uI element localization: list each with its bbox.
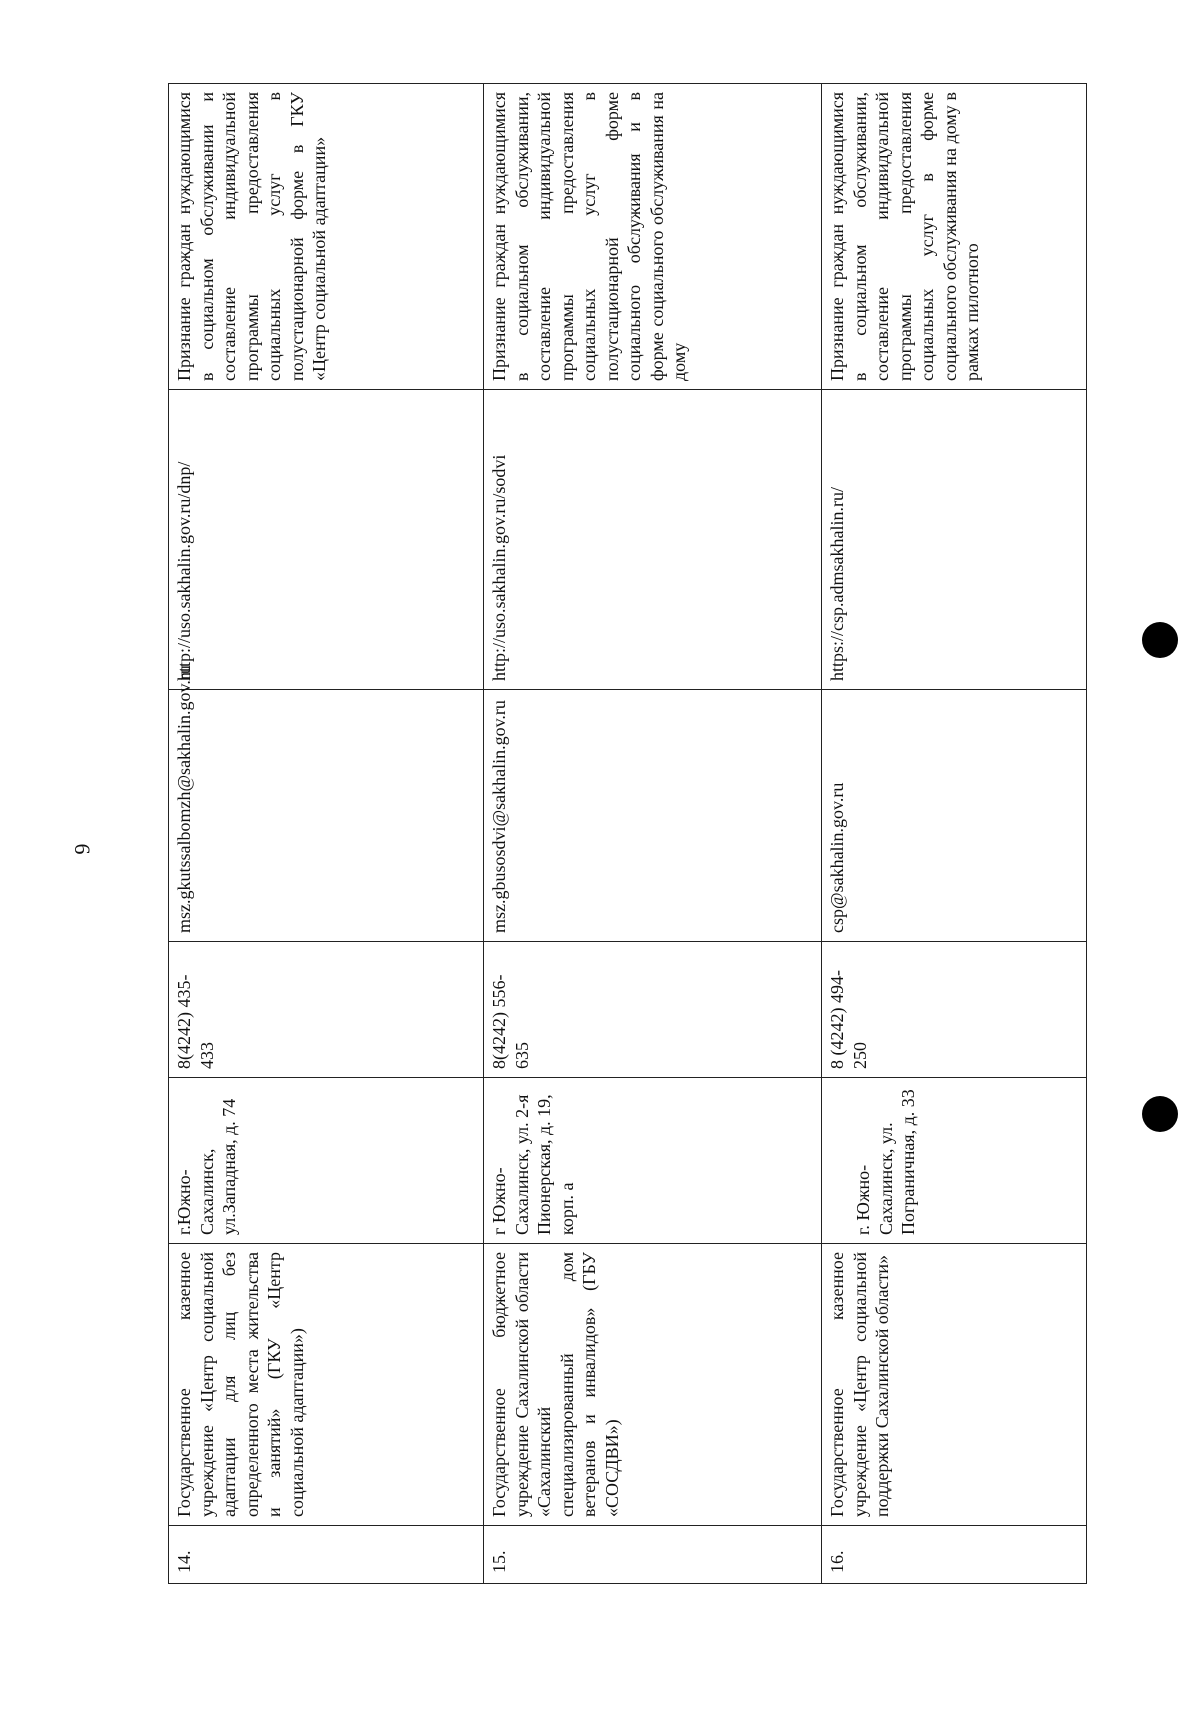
- table-row: [484, 84, 822, 1584]
- phone: 8 (4242) 494-250: [822, 942, 1087, 1078]
- organization-name: Государственное бюджетное учреждение Сахалинской области «Сахалинский специализированный дом ветеранов и инвалидов» (ГБУ «СОСДВИ»): [484, 1244, 822, 1526]
- organization-name: Государственное казенное учреждение «Центр социальной адаптации для лиц без определенного места жительства и занятий» (ГКУ «Центр социальной адаптации»): [169, 1244, 484, 1526]
- address: г.Южно-Сахалинск, ул.Западная, д. 74: [169, 1078, 484, 1244]
- punch-hole-mark: [1142, 1096, 1178, 1132]
- service-description: Признание граждан нуждающимися в социальном обслуживании и составление индивидуальной программы предоставления социальных услуг в полустационарной форме в ГКУ «Центр социальной адаптации»: [169, 84, 484, 390]
- service-description: Признание граждан нуждающимися в социальном обслуживании, составление индивидуальной программы предоставления социальных услуг в форме социального обслуживания на дому в рамках пилотного: [822, 84, 1087, 390]
- website: http://uso.sakhalin.gov.ru/dnp/: [169, 390, 484, 690]
- phone: 8(4242) 556-635: [484, 942, 822, 1078]
- email: msz.gkutssalbomzh@sakhalin.gov.ru: [169, 690, 484, 942]
- table-row: [169, 84, 484, 1584]
- website: http://uso.sakhalin.gov.ru/sodvi: [484, 390, 822, 690]
- page-number: 6: [70, 843, 95, 855]
- website: https://csp.admsakhalin.ru/: [822, 390, 1087, 690]
- organization-name: Государственное казенное учреждение «Центр социальной поддержки Сахалинской области»: [822, 1244, 1087, 1526]
- service-description: Признание граждан нуждающимися в социальном обслуживании, составление индивидуальной программы предоставления социальных услуг в полустационарной форме социального обслуживания и в форме социального обслуживания на дому: [484, 84, 822, 390]
- email: csp@sakhalin.gov.ru: [822, 690, 1087, 942]
- row-number: 15.: [484, 1526, 822, 1584]
- email: msz.gbusosdvi@sakhalin.gov.ru: [484, 690, 822, 942]
- row-number: 16.: [822, 1526, 1087, 1584]
- punch-hole-mark: [1142, 622, 1178, 658]
- row-number: 14.: [169, 1526, 484, 1584]
- phone: 8(4242) 435-433: [169, 942, 484, 1078]
- rotated-table-container: [168, 84, 1086, 1584]
- table-row: [822, 84, 1087, 1584]
- social-services-table: [168, 83, 1087, 1584]
- address: г Южно-Сахалинск, ул. 2-я Пионерская, д. 19, корп. а: [484, 1078, 822, 1244]
- address: [822, 1078, 1087, 1244]
- address-text: г. Южно-Сахалинск, ул. Пограничная, д. 33: [853, 1089, 918, 1235]
